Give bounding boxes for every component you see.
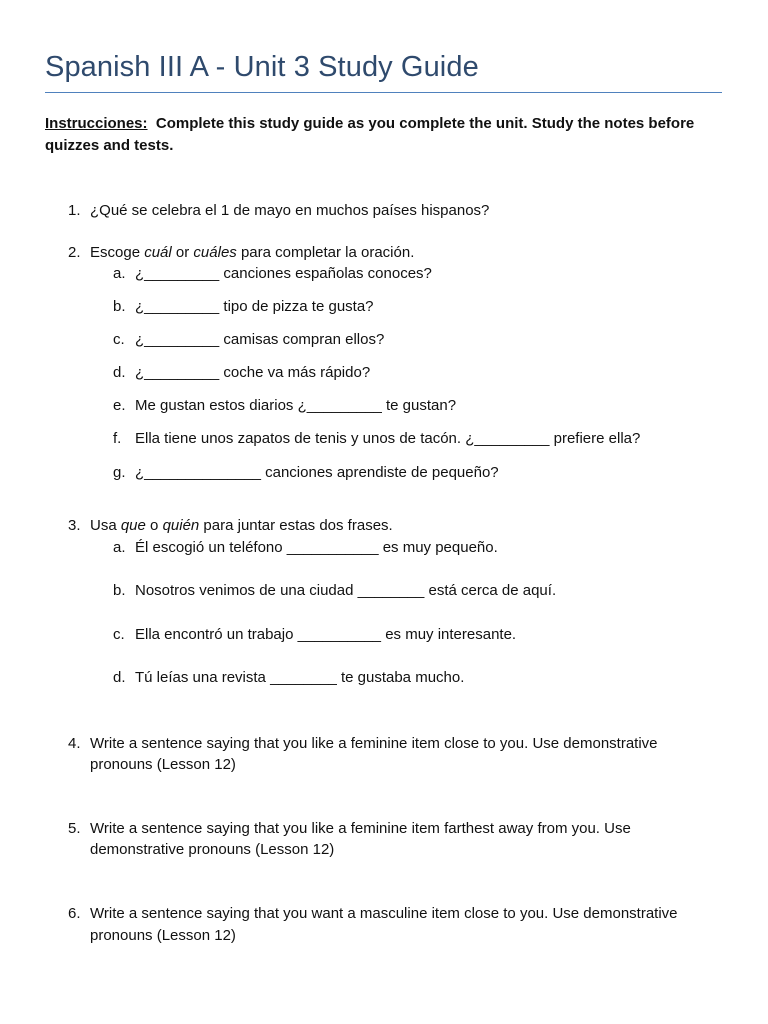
q3-word-que: que xyxy=(120,517,146,534)
q2-prefix: Escoge xyxy=(90,244,145,261)
question-text-line-1: Write a sentence saying that you like a feminine item farthest away from you. Use xyxy=(90,820,631,837)
question-text xyxy=(90,515,393,536)
item-text: Ella encontró un trabajo __________ es muy interesante. xyxy=(135,626,517,643)
q2-middle: or xyxy=(171,244,194,261)
title-underline xyxy=(45,92,722,93)
question-text-line-2: demonstrative pronouns (Lesson 12) xyxy=(90,841,335,858)
q3-middle: o xyxy=(145,517,163,534)
question-text: ¿Qué se celebra el 1 de mayo en muchos países hispanos? xyxy=(90,202,490,219)
item-text: Él escogió un teléfono ___________ es muy pequeño. xyxy=(135,539,498,556)
item-letter: d. xyxy=(113,364,126,381)
q2-word-cual: cuál xyxy=(144,244,172,261)
item-text: Ella tiene unos zapatos de tenis y unos de tacón. ¿_________ prefiere ella? xyxy=(135,430,641,447)
item-letter: a. xyxy=(113,539,126,556)
instructions-label: Instrucciones: xyxy=(45,115,148,132)
item-text: Me gustan estos diarios ¿_________ te gustan? xyxy=(135,397,457,414)
item-letter: e. xyxy=(113,397,126,414)
item-letter: a. xyxy=(113,265,126,282)
question-number: 5. xyxy=(68,820,81,837)
question-number: 1. xyxy=(68,202,81,219)
q3-suffix: para juntar estas dos frases. xyxy=(199,517,393,534)
q2-word-cuales: cuáles xyxy=(193,244,237,261)
item-letter: b. xyxy=(113,582,126,599)
item-text: ¿_________ coche va más rápido? xyxy=(135,364,371,381)
question-text-line-2: pronouns (Lesson 12) xyxy=(90,756,236,773)
item-letter: g. xyxy=(113,464,126,481)
item-letter: c. xyxy=(113,331,125,348)
question-number: 2. xyxy=(68,244,81,261)
item-letter: c. xyxy=(113,626,125,643)
item-text: ¿_________ tipo de pizza te gusta? xyxy=(135,298,374,315)
question-number: 4. xyxy=(68,735,81,752)
item-text: ¿_________ canciones españolas conoces? xyxy=(135,265,432,282)
item-text: ¿______________ canciones aprendiste de pequeño? xyxy=(135,464,499,481)
question-text-line-2: pronouns (Lesson 12) xyxy=(90,927,236,944)
question-number: 6. xyxy=(68,905,81,922)
item-text: Tú leías una revista ________ te gustaba mucho. xyxy=(135,669,465,686)
question-number: 3. xyxy=(68,517,81,534)
question-text-line-1: Write a sentence saying that you want a masculine item close to you. Use demonstrative xyxy=(90,905,678,922)
item-letter: f. xyxy=(113,430,122,447)
question-text xyxy=(90,242,414,263)
item-text: Nosotros venimos de una ciudad ________ está cerca de aquí. xyxy=(135,582,557,599)
q3-prefix: Usa xyxy=(90,517,121,534)
instructions xyxy=(45,113,725,157)
page-title: Spanish III A - Unit 3 Study Guide xyxy=(45,51,479,83)
instructions-text: Complete this study guide as you complete the unit. Study the notes before quizzes and tests. xyxy=(45,115,695,154)
question-text-line-1: Write a sentence saying that you like a feminine item close to you. Use demonstrative xyxy=(90,735,658,752)
q2-suffix: para completar la oración. xyxy=(236,244,415,261)
q3-word-quien: quién xyxy=(162,517,200,534)
item-letter: b. xyxy=(113,298,126,315)
item-letter: d. xyxy=(113,669,126,686)
item-text: ¿_________ camisas compran ellos? xyxy=(135,331,385,348)
